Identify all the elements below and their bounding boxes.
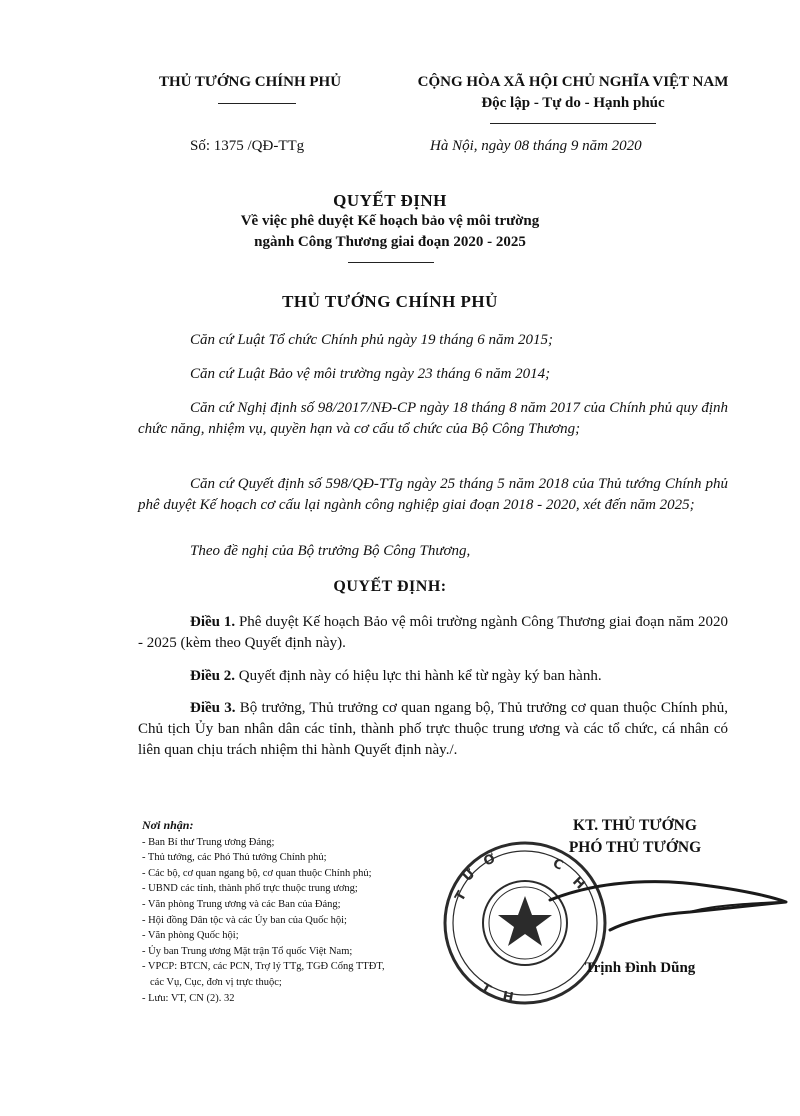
motto-underline [490,123,656,124]
recipient-item: - Thủ tướng, các Phó Thủ tướng Chính phủ; [142,852,327,864]
proposal-basis: Theo đề nghị của Bộ trưởng Bộ Công Thương, [190,543,471,559]
recipient-item: - VPCP: BTCN, các PCN, Trợ lý TTg, TGĐ Cổng TTĐT, [142,961,385,973]
recipient-item: - UBND các tỉnh, thành phố trực thuộc trung ương; [142,883,358,895]
recipients-title: Nơi nhận: [142,818,194,832]
issuer-underline [218,103,296,104]
national-header [378,74,768,112]
svg-text:T: T [478,980,494,998]
signer-name: Trịnh Đình Dũng [584,960,696,976]
national-motto: Độc lập - Tự do - Hạnh phúc [481,95,665,111]
article-3 [138,698,728,761]
recipient-item: - Hội đồng Dân tộc và các Ủy ban của Quốc hội; [142,914,347,926]
recipient-item: - Ban Bí thư Trung ương Đảng; [142,836,275,848]
issuer-heading: THỦ TƯỚNG CHÍNH PHỦ [282,292,498,311]
article-2 [138,666,728,687]
recipient-item: - Lưu: VT, CN (2). 32 [142,992,235,1004]
svg-text:T: T [452,888,470,904]
svg-text:H: H [501,989,515,1006]
recipient-item: - Văn phòng Trung ương và các Ban của Đảng; [142,898,341,910]
decision-heading: QUYẾT ĐỊNH: [333,578,447,595]
article-label: Điều 3. [190,700,236,716]
decision-type: QUYẾT ĐỊNH [333,191,447,210]
article-label: Điều 2. [190,668,235,684]
title-underline [348,262,434,263]
article-label: Điều 1. [190,614,236,630]
article-text: Bộ trưởng, Thủ trưởng cơ quan ngang bộ, Thủ trưởng cơ quan thuộc Chính phủ, Chủ tịch Ủy ban nhân dân các tỉnh, thành phố trực thuộc trung ương và các tổ chức, cá nhân có liên quan chịu trách nhiệm thi hành Quyết định này./. [138,700,728,758]
legal-basis: Căn cứ Quyết định số 598/QĐ-TTg ngày 25 tháng 5 năm 2018 của Thủ tướng Chính phủ phê duyệt Kế hoạch cơ cấu lại ngành công nghiệp giai đoạn 2018 - 2020, xét đến năm 2025; [138,476,728,513]
issuer-header [130,74,370,91]
signature-authority-line: KT. THỦ TƯỚNG [573,817,697,834]
svg-text:C: C [550,856,566,874]
svg-text:Ư: Ư [460,866,479,885]
issuer-name: THỦ TƯỚNG CHÍNH PHỦ [158,74,342,90]
document-date: Hà Nội, ngày 08 tháng 9 năm 2020 [430,138,642,154]
article-text: Phê duyệt Kế hoạch Bảo vệ môi trường ngành Công Thương giai đoạn năm 2020 - 2025 (kèm theo Quyết định này). [138,614,728,651]
decision-subject-line-1: Về việc phê duyệt Kế hoạch bảo vệ môi trường [240,213,540,229]
article-text: Quyết định này có hiệu lực thi hành kể từ ngày ký ban hành. [235,668,602,684]
legal-basis: Căn cứ Luật Bảo vệ môi trường ngày 23 tháng 6 năm 2014; [190,366,551,382]
signature-title-line: PHÓ THỦ TƯỚNG [568,839,702,856]
recipient-item: các Vụ, Cục, đơn vị trực thuộc; [150,976,282,988]
decision-subject-line-2: ngành Công Thương giai đoạn 2020 - 2025 [254,234,526,250]
recipient-item: - Văn phòng Quốc hội; [142,930,239,942]
article-1 [138,612,728,654]
document-number: Số: 1375 /QĐ-TTg [190,138,305,154]
recipient-item: - Các bộ, cơ quan ngang bộ, cơ quan thuộc Chính phủ; [142,867,372,879]
legal-basis: Căn cứ Luật Tổ chức Chính phủ ngày 19 tháng 6 năm 2015; [190,332,554,348]
recipient-item: - Ủy ban Trung ương Mặt trận Tổ quốc Việt Nam; [142,945,353,957]
decision-title [140,190,640,253]
recipients-list [142,818,472,1006]
svg-text:H: H [569,874,588,893]
handwritten-signature-icon [540,840,790,950]
legal-basis: Căn cứ Nghị định số 98/2017/NĐ-CP ngày 18 tháng 8 năm 2017 của Chính phủ quy định chức năng, nhiệm vụ, quyền hạn và cơ cấu tổ chức của Bộ Công Thương; [138,400,728,437]
country-name: CỘNG HÒA XÃ HỘI CHỦ NGHĨA VIỆT NAM [417,74,729,90]
svg-text:Ớ: Ớ [481,851,498,870]
